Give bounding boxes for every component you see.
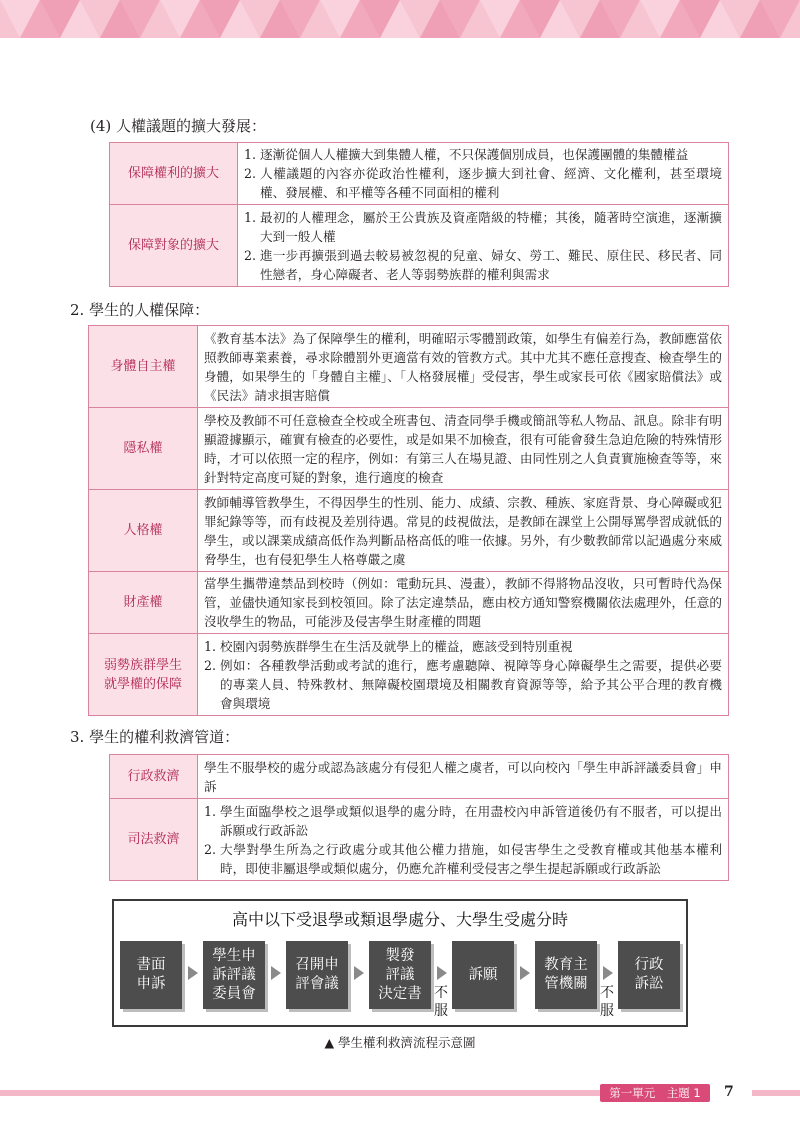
flow-step-written-appeal: 書面 申訴 [120,941,182,1009]
flow-arrow-icon [520,966,530,980]
flow-step-education-authority: 教育主 管機關 [535,941,597,1009]
table-row [110,143,729,205]
list-item: 1. 最初的人權理念，屬於王公貴族及資產階級的特權；其後，隨著時空演進，逐漸擴大到一般人權 [244,209,722,244]
row-label: 保障對象的擴大 [110,205,238,287]
flow-arrow-icon [188,966,198,980]
item-list [244,145,722,202]
flow-arrow-icon [354,966,364,980]
list-item: 1. 逐漸從個人人權擴大到集體人權，不只保護個別成員，也保護團體的集體權益 [244,147,689,162]
flow-step-petition: 訴願 [452,941,514,1009]
row-label [89,634,198,716]
flow-step-review-meeting: 召開申 評會議 [286,941,348,1009]
table-row [89,634,729,716]
row-text: 學生不服學校的處分或認為該處分有侵犯人權之虞者，可以向校內「學生申訴評議委員會」申訴 [198,755,729,799]
triangle-pattern [0,0,800,38]
row-label: 保障權利的擴大 [110,143,238,205]
list-item: 2. 人權議題的內容亦從政治性權利，逐步擴大到社會、經濟、文化權利，甚至環境權、發展權、和平權等各種不同面相的權利 [244,166,722,200]
flow-condition-not-accepted: 不 服 [434,985,448,1019]
row-text: 教師輔導管教學生，不得因學生的性別、能力、成績、宗教、種族、家庭背景、身心障礙或犯罪紀錄等等，而有歧視及差別待遇。常見的歧視做法，是教師在課堂上公開辱罵學習成就低的學生，或以課業成績高低作為判斷品格高低的唯一依據。另外，有少數教師常以記過處分來威脅學生，也有侵犯學生人格尊嚴之虞 [198,490,729,572]
flow-step-decision-document: 製發 評議 決定書 [369,941,431,1009]
row-text: 學校及教師不可任意檢查全校或全班書包、清查同學手機或簡訊等私人物品、訊息。除非有明顯證據顯示，確實有檢查的必要性，或是如果不加檢查，很有可能會發生急迫危險的特殊情形時，才可以依照一定的程序，例如：有第三人在場見證、由同性別之人負責實施檢查等等，來針對特定高度可疑的對象，進行適度的檢查 [198,408,729,490]
flow-arrow-icon [603,966,613,980]
row-label-line: 就學權的保障 [103,676,182,692]
list-item: 2. 進一步再擴張到過去較易被忽視的兒童、婦女、勞工、難民、原住民、移民者、同性戀者，身心障礙者、老人等弱勢族群的權利與需求 [244,247,722,282]
footer-rule [0,1090,600,1096]
table-row [89,408,729,490]
section-2-table [88,325,729,716]
list-item: 2. 大學對學生所為之行政處分或其他公權力措施，如侵害學生之受教育權或其他基本權利時，即使非屬退學或類似處分，仍應允許權利受侵害之學生提起訴願或行政訴訟 [204,841,722,876]
section-2-heading: 2. 學生的人權保障： [70,301,210,319]
figure-caption: ▲ 學生權利救濟流程示意圖 [324,1035,476,1050]
flow-step-administrative-litigation: 行政 訴訟 [618,941,680,1009]
row-label: 行政救濟 [110,755,198,799]
list-item: 2. 例如：各種教學活動或考試的進行，應考慮聽障、視障等身心障礙學生之需要，提供必要的專業人員、特殊教材、無障礙校園環境及相關教育資源等等，給予其公平合理的教育機會與環境 [204,657,722,711]
flow-arrow-icon [437,966,447,980]
table-row [110,755,729,799]
section-4-heading: (4) 人權議題的擴大發展： [90,117,267,135]
top-decorative-band [0,0,800,38]
row-label-line: 弱勢族群學生 [103,657,182,673]
section-3-heading: 3. 學生的權利救濟管道： [70,728,240,746]
row-label: 隱私權 [89,408,198,490]
flow-step-review-committee: 學生申 訴評議 委員會 [203,941,265,1009]
flow-arrow-icon [271,966,281,980]
flowchart-title: 高中以下受退學或類退學處分、大學生受處分時 [231,910,568,929]
section-4-table [109,142,729,287]
row-text: 《教育基本法》為了保障學生的權利，明確昭示零體罰政策，如學生有偏差行為，教師應當依照教師專業素養，尋求除體罰外更適當有效的管教方式。其中尤其不應任意搜查、檢查學生的身體，如果學生的「身體自主權」、「人格發展權」受侵害，學生或家長可依《國家賠償法》或《民法》請求損害賠償 [198,326,729,408]
item-list [204,637,722,713]
section-3-table [109,754,729,881]
row-label: 財產權 [89,572,198,634]
unit-label: 第一單元 主題 1 [600,1084,710,1102]
row-label: 司法救濟 [110,799,198,881]
row-text: 當學生攜帶違禁品到校時（例如：電動玩具、漫畫），教師不得將物品沒收，只可暫時代為保管，並儘快通知家長到校領回。除了法定違禁品，應由校方通知警察機關依法處理外，任意的沒收學生的物品，可能涉及侵害學生財產權的問題 [198,572,729,634]
table-row [89,572,729,634]
table-row [89,326,729,408]
row-label: 人格權 [89,490,198,572]
list-item: 1. 學生面臨學校之退學或類似退學的處分時，在用盡校內申訴管道後仍有不服者，可以提出訴願或行政訴訟 [204,803,722,838]
row-label: 身體自主權 [89,326,198,408]
item-list [244,208,722,284]
flow-condition-not-accepted: 不 服 [600,985,614,1019]
table-row [110,799,729,881]
table-row [110,205,729,287]
item-list [204,802,722,878]
list-item: 1. 校園內弱勢族群學生在生活及就學上的權益，應該受到特別重視 [204,638,573,654]
table-row [89,490,729,572]
page-number: 7 [724,1084,734,1100]
footer-rule [752,1090,800,1096]
